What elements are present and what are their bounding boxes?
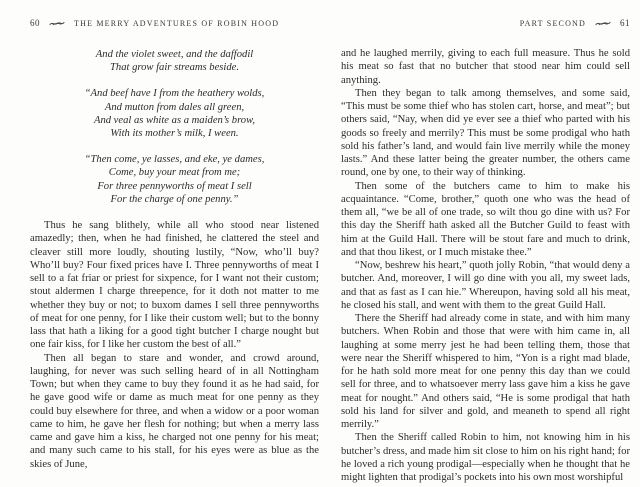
paragraph: Then some of the butchers came to him to make his acquaintance. “Come, brother,” quoth one who was the head of them all, “we be all of one trade, so wilt thou go dine with us? For this day the Sheriff hath asked all the Butcher Guild to feast with him at the Guild Hall. There will be stout fare and much to drink, and that thou likest, or I much mistake thee.”	[341, 180, 630, 258]
poem-line: “Then come, ye lasses, and eke, ye dames,	[84, 154, 265, 166]
poem-line: For the charge of one penny.”	[110, 193, 239, 205]
running-title-left: THE MERRY ADVENTURES OF ROBIN HOOD	[74, 18, 280, 28]
page-header-left	[30, 17, 319, 29]
paragraph: Then all began to stare and wonder, and crowd around, laughing, for never was such selling heard of in all Nottingham Town; but when they came to buy they found it as he had said, for he gave good wife or dame as much meat for one penny as they could buy elsewhere for three, and when a widow or a poor woman came to him, he gave her flesh for nothing; but when a merry lass came and gave him a kiss, he charged not one penny for his meat; and many such came to his stall, for his eyes were as blue as the skies of June,	[30, 352, 319, 470]
prose-right	[341, 47, 630, 484]
poem-line: And the violet sweet, and the daffodil	[95, 49, 254, 60]
poem-line: Come, buy your meat from me;	[108, 167, 241, 179]
poem-stanza	[30, 153, 319, 206]
poem-line: That grow fair streams beside.	[110, 62, 239, 74]
prose-left	[30, 219, 319, 471]
page-right	[341, 17, 630, 484]
paragraph: There the Sheriff had already come in state, and with him many butchers. When Robin and those that were with him came in, all laughing at some merry jest he had been telling them, those that were near the Sheriff whispered to him, “Yon is a right mad blade, for he hath sold more meat for one penny this day than we could sell for three, and to whatsoever merry lass gave him a kiss he gave meat for nought.” And others said, “He is some prodigal that hath sold his land for silver and gold, and meaneth to spend all right merrily.”	[341, 313, 630, 430]
poem-line: And veal as white as a maiden’s brow,	[93, 114, 256, 126]
paragraph: Then the Sheriff called Robin to him, not knowing him in his butcher’s dress, and made him sit close to him on his right hand; for he loved a rich young prodigal—especially when he thought that he might lighten that prodigal’s pockets into his own most worshipful	[341, 432, 630, 483]
page-number-left: 60	[30, 18, 40, 28]
paragraph: and he laughed merrily, giving to each full measure. Thus he sold his meat so fast that no butcher that stood near him could sell anything.	[341, 48, 630, 86]
paragraph: Then they began to talk among themselves, and some said, “This must be some thief who has stolen cart, horse, and meat”; but others said, “Nay, when did ye ever see a thief who parted with his goods so freely and merrily? This must be some prodigal who hath sold his father’s land, and would fain live merrily while the money lasts.” And these latter being the greater number, the others came round, one by one, to their way of thinking.	[341, 87, 630, 179]
poem	[30, 48, 319, 206]
poem-line: And mutton from dales all green,	[104, 101, 245, 113]
poem-line: With its mother’s milk, I ween.	[110, 128, 239, 140]
paragraph: Thus he sang blithely, while all who stood near listened amazedly; then, when he had finished, he clattered the steel and cleaver still more loudly, shouting lustily, “Now, who’ll buy? Who’ll buy? Four fixed prices have I. Three pennyworths of meat I sell to a fat friar or priest for sixpence, for I want not their custom; stout aldermen I charge threepence, for it doth not matter to me whether they buy or not; to buxom dames I sell three pennyworths of meat for one penny, for I like their custom well; but to the bonny lass that hath a liking for a good tight butcher I charge nought but one fair kiss, for I like her custom the best of all.”	[30, 220, 319, 351]
poem-line: For three pennyworths of meat I sell	[97, 180, 252, 192]
header-ornament-icon	[49, 20, 65, 27]
running-title-right: PART SECOND	[519, 18, 586, 28]
poem-stanza	[30, 48, 319, 74]
pages-row	[30, 17, 630, 484]
header-ornament-icon	[595, 20, 611, 27]
page-number-right: 61	[620, 18, 630, 28]
page-left	[30, 17, 319, 484]
poem-stanza	[30, 87, 319, 140]
paragraph: “Now, beshrew his heart,” quoth jolly Robin, “that would deny a butcher. And, moreover, I will go dine with you all, my sweet lads, and that as fast as I can hie.” Whereupon, having sold all his meat, he closed his stall, and went with them to the great Guild Hall.	[341, 260, 630, 311]
page-header-right	[341, 17, 630, 29]
poem-line: “And beef have I from the heathery wolds,	[84, 88, 265, 100]
